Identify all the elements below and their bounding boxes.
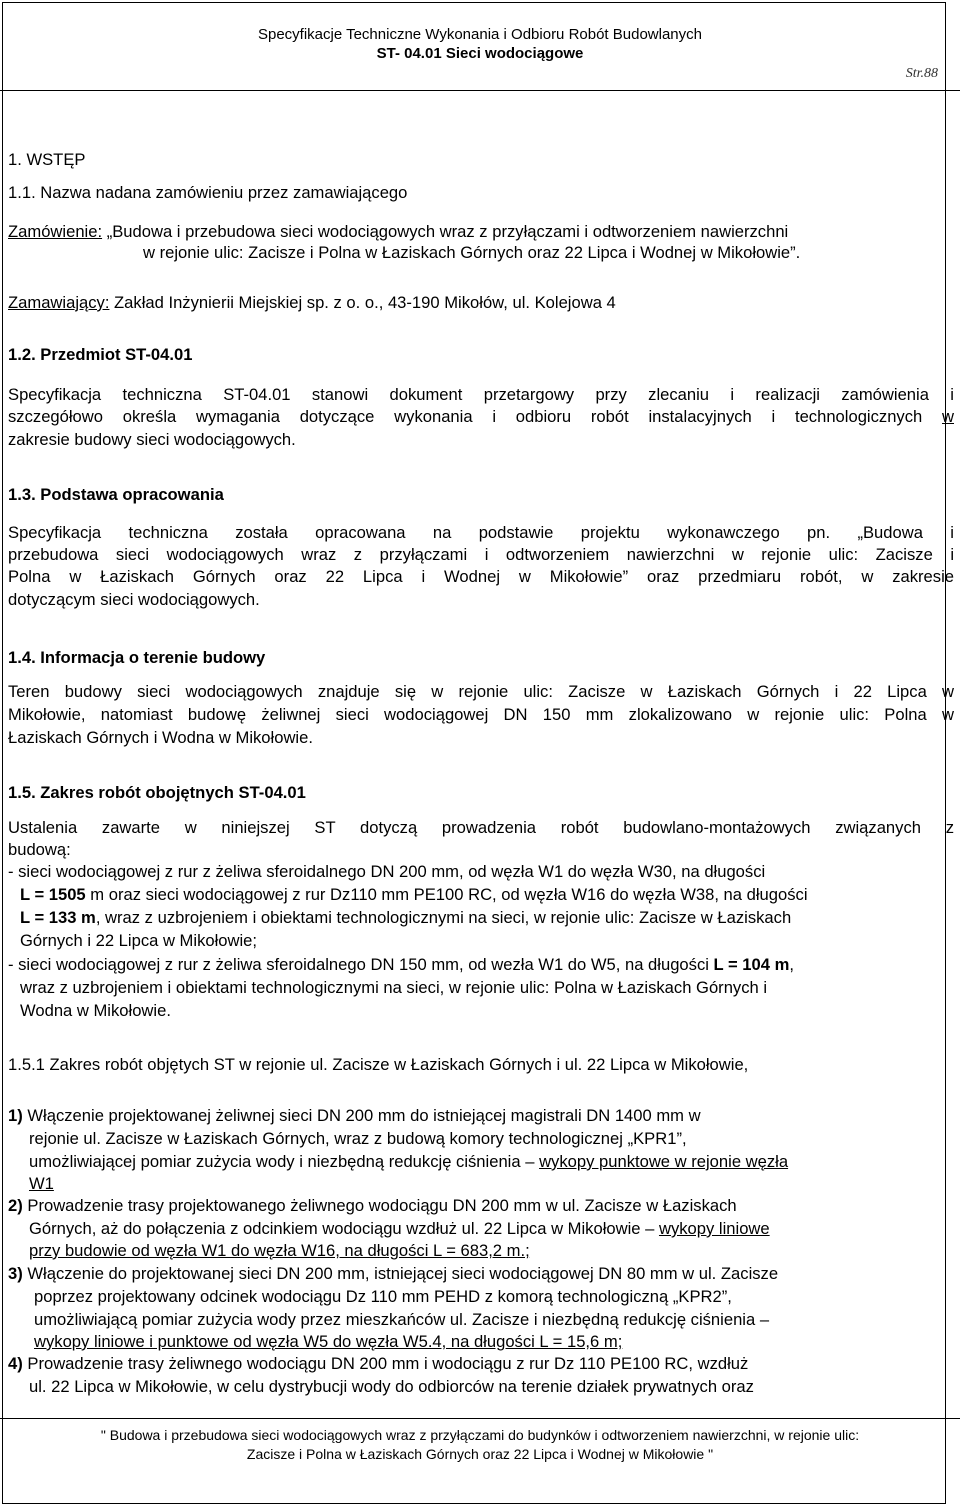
- s15-line-8: wraz z uzbrojeniem i obiektami technologicznymi na sieci, w rejonie ulic: Polna w Łaziskach Górnych i: [20, 978, 768, 997]
- s12-line-3: zakresie budowy sieci wodociągowych.: [8, 430, 296, 449]
- s15-line-4: [20, 885, 808, 905]
- length-104: L = 104 m: [713, 955, 790, 974]
- section-1-4-title: 1.4. Informacja o terenie budowy: [8, 648, 266, 667]
- item-1-line-2: rejonie ul. Zacisze w Łaziskach Górnych, wraz z budową komory technologicznej „KPR1”,: [29, 1129, 687, 1148]
- section-1-3-title: 1.3. Podstawa opracowania: [8, 485, 224, 504]
- header-divider: [0, 90, 960, 91]
- item-3-line-1: [8, 1264, 778, 1284]
- item-2-text: Prowadzenie trasy projektowanego żeliwnego wodociągu DN 200 mm w ul. Zacisze w Łaziskach: [22, 1196, 737, 1215]
- s14-line-3: Łaziskach Górnych i Wodna w Mikołowie.: [8, 728, 313, 747]
- section-1-5-title: 1.5. Zakres robót obojętnych ST-04.01: [8, 783, 306, 802]
- section-1-1-title: 1.1. Nazwa nadana zamówieniu przez zamawiającego: [8, 183, 408, 202]
- item-1-line-3-text: umożliwiającej pomiar zużycia wody i niezbędną redukcję ciśnienia –: [29, 1152, 540, 1171]
- footer-line-2: Zacisze i Polna w Łaziskach Górnych oraz 22 Lipca i Wodnej w Mikołowie ": [246, 1446, 714, 1462]
- s15-line-4-text: m oraz sieci wodociągowej z rur Dz110 mm PE100 RC, od węzła W16 do węzła W38, na długości: [85, 885, 808, 904]
- header-subtitle: ST- 04.01 Sieci wodociągowe: [376, 45, 584, 62]
- s12-line-2-text: szczegółowo określa wymagania dotyczące wykonania i odbioru robót instalacyjnych i technologicznych: [8, 407, 943, 426]
- investor-label: Zamawiający:: [8, 293, 110, 312]
- s12-line-1: Specyfikacja techniczna ST-04.01 stanowi dokument przetargowy przy zlecaniu i realizacji zamówienia i: [8, 385, 954, 404]
- s12-line-2-end: w: [942, 407, 954, 426]
- section-1-5-1-title: 1.5.1 Zakres robót objętych ST w rejonie ul. Zacisze w Łaziskach Górnych i ul. 22 Lipca w Mikołowie,: [8, 1055, 749, 1074]
- item-4-line-1: [8, 1354, 748, 1374]
- order-line-2: w rejonie ulic: Zacisze i Polna w Łaziskach Górnych oraz 22 Lipca i Wodnej w Mikołowie”.: [143, 243, 801, 262]
- item-1-number: 1): [8, 1106, 23, 1125]
- s13-line-1: Specyfikacja techniczna została opracowana na podstawie projektu wykonawczego pn. „Budowa i: [8, 523, 954, 542]
- item-1-line-3-underlined: wykopy punktowe w rejonie węzła: [539, 1152, 789, 1171]
- header-title: Specyfikacje Techniczne Wykonania i Odbioru Robót Budowlanych: [257, 26, 702, 43]
- s15-line-1: Ustalenia zawarte w niniejszej ST dotyczą prowadzenia robót budowlano-montażowych związanych z: [8, 818, 954, 837]
- item-3-number: 3): [8, 1264, 23, 1283]
- s14-line-1: Teren budowy sieci wodociągowych znajduje się w rejonie ulic: Zacisze w Łaziskach Górnych i 22 Lipca w: [8, 682, 954, 701]
- order-label: Zamówienie:: [8, 222, 103, 241]
- s15-line-6: Górnych i 22 Lipca w Mikołowie;: [20, 931, 258, 950]
- item-1-line-1: [8, 1106, 701, 1126]
- item-4-line-2: ul. 22 Lipca w Mikołowie, w celu dystrybucji wody do odbiorców na terenie działek prywatnych oraz: [29, 1377, 754, 1396]
- investor-text: Zakład Inżynierii Miejskiej sp. z o. o., 43-190 Mikołów, ul. Kolejowa 4: [109, 293, 616, 312]
- page-number: Str.88: [905, 66, 938, 81]
- s15-line-7: [8, 955, 794, 975]
- item-1-line-3: [29, 1152, 788, 1172]
- s13-line-3: Polna w Łaziskach Górnych oraz 22 Lipca i Wodnej w Mikołowie” oraz przedmiaru robót, w zakresie: [8, 567, 954, 586]
- length-1505: L = 1505: [20, 885, 86, 904]
- order-line-1: [8, 222, 788, 242]
- item-2-number: 2): [8, 1196, 23, 1215]
- s15-line-5: [20, 908, 791, 928]
- s12-line-2: [8, 407, 954, 427]
- item-1-line-4: W1: [29, 1174, 54, 1193]
- section-1-title: 1. WSTĘP: [8, 150, 86, 169]
- s13-line-4: dotyczącym sieci wodociągowych.: [8, 590, 260, 609]
- s14-line-2: Mikołowie, natomiast budowę żeliwnej sieci wodociągowej DN 150 mm zlokalizowano w rejonie ulic: Polna w: [8, 705, 954, 724]
- item-2-line-2: [29, 1219, 770, 1239]
- s15-line-7-text: - sieci wodociągowej z rur z żeliwa sferoidalnego DN 150 mm, od wezła W1 do W5, na długości: [8, 955, 714, 974]
- order-text-1: „Budowa i przebudowa sieci wodociągowych wraz z przyłączami i odtworzeniem nawierzchni: [102, 222, 789, 241]
- s13-line-2: przebudowa sieci wodociągowych wraz z przyłączami i odtworzeniem nawierzchni w rejonie ulic: Zacisze i: [8, 545, 954, 564]
- s15-line-7-comma: ,: [789, 955, 794, 974]
- footer-divider: [0, 1418, 960, 1419]
- item-2-line-2-text: Górnych, aż do połączenia z odcinkiem wodociągu wzdłuż ul. 22 Lipca w Mikołowie –: [29, 1219, 659, 1238]
- footer-line-1: " Budowa i przebudowa sieci wodociągowych wraz z przyłączami do budynków i odtworzeniem nawierzchni, w rejonie ulic:: [100, 1427, 860, 1443]
- item-2-line-1: [8, 1196, 737, 1216]
- item-3-line-4: wykopy liniowe i punktowe od węzła W5 do węzła W5.4, na długości L = 15,6 m;: [34, 1332, 623, 1351]
- item-1-text: Włączenie projektowanej żeliwnej sieci DN 200 mm do istniejącej magistrali DN 1400 mm w: [22, 1106, 701, 1125]
- s15-line-9: Wodna w Mikołowie.: [20, 1001, 171, 1020]
- s15-line-2: budową:: [8, 840, 71, 859]
- item-3-line-2: poprzez projektowany odcinek wodociągu Dz 110 mm PEHD z komorą technologiczną „KPR2”,: [34, 1287, 732, 1306]
- length-133: L = 133 m: [20, 908, 96, 927]
- s15-line-3: - sieci wodociągowej z rur z żeliwa sferoidalnego DN 200 mm, od węzła W1 do węzła W30, na długości: [8, 862, 766, 881]
- item-3-line-3: umożliwiającą pomiar zużycia wody przez mieszkańców ul. Zacisze i niezbędną redukcję ciśnienia –: [34, 1310, 770, 1329]
- item-4-number: 4): [8, 1354, 23, 1373]
- item-3-text: Włączenie do projektowanej sieci DN 200 mm, istniejącej sieci wodociągowej DN 80 mm w ul. Zacisze: [22, 1264, 779, 1283]
- investor-line: [8, 293, 616, 313]
- item-2-line-3: przy budowie od węzła W1 do węzła W16, na długości L = 683,2 m.;: [29, 1241, 530, 1260]
- section-1-2-title: 1.2. Przedmiot ST-04.01: [8, 345, 193, 364]
- item-4-text: Prowadzenie trasy żeliwnego wodociągu DN 200 mm i wodociągu z rur Dz 110 PE100 RC, wzdłuż: [22, 1354, 749, 1373]
- s15-line-5-text: , wraz z uzbrojeniem i obiektami technologicznymi na sieci, w rejonie ulic: Zacisze w Łaziskach: [95, 908, 792, 927]
- item-2-line-2-underlined: wykopy liniowe: [658, 1219, 770, 1238]
